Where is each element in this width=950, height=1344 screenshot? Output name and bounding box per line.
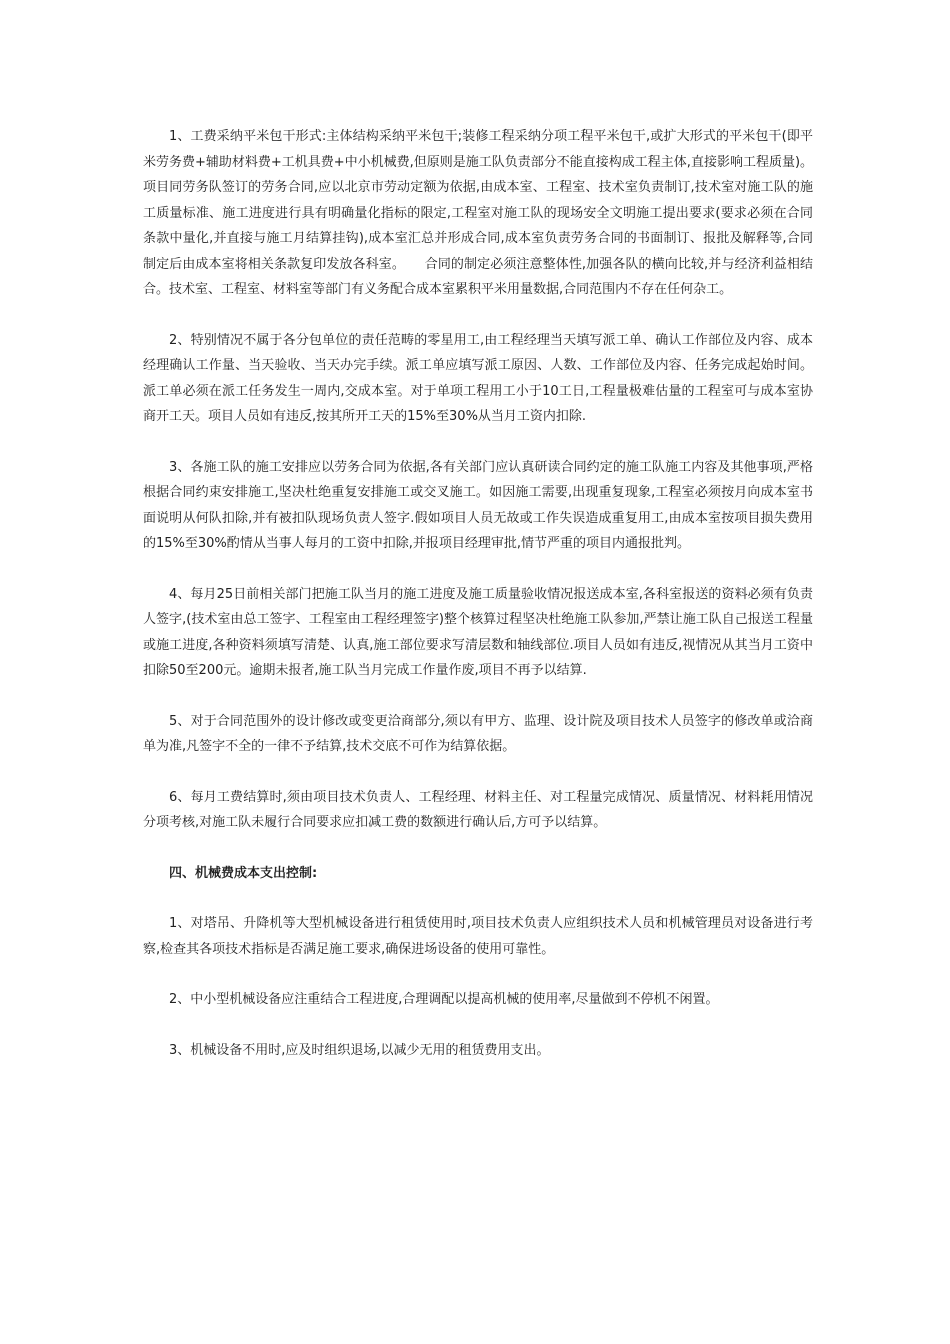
- paragraph-labor-fee-contract: 1、工费采纳平米包干形式:主体结构采纳平米包干;装修工程采纳分项工程平米包干,或扩大形式的平米包干(即平米劳务费+辅助材料费+工机具费+中小机械费,但原则是施工队负责部分不能直接构成工程主体,直接影响工程质量)。项目同劳务队签订的劳务合同,应以北京市劳动定额为依据,由成本室、工程室、技术室负责制订,技术室对施工队的施工质量标准、施工进度进行具有明确量化指标的限定,工程室对施工队的现场安全文明施工提出要求(要求必须在合同条款中量化,并直接与施工月结算挂钩),成本室汇总并形成合同,成本室负责劳务合同的书面制订、报批及解释等,合同制定后由成本室将相关条款复印发放各科室。 合同的制定必须注意整体性,加强各队的横向比较,并与经济利益相结合。技术室、工程室、材料室等部门有义务配合成本室累积平米用量数据,合同范围内不存在任何杂工。: [143, 129, 814, 297]
- document-body: [143, 124, 813, 1088]
- paragraph-small-machinery: 2、中小型机械设备应注重结合工程进度,合理调配以提高机械的使用率,尽量做到不停机不闲置。: [169, 992, 719, 1007]
- section-heading-machinery-cost: 四、机械费成本支出控制:: [169, 865, 318, 881]
- paragraph-sporadic-labor: 2、特别情况不属于各分包单位的责任范畴的零星用工,由工程经理当天填写派工单、确认工作部位及内容、成本经理确认工作量、当天验收、当天办完手续。派工单应填写派工原因、人数、工作部位及内容、任务完成起始时间。派工单必须在派工任务发生一周内,交成本室。对于单项工程用工小于10工日,工程量极难估量的工程室可与成本室协商开工天。项目人员如有违反,按其所开工天的15%至30%从当月工资内扣除.: [143, 332, 813, 424]
- paragraph-design-change: 5、对于合同范围外的设计修改或变更洽商部分,须以有甲方、监理、设计院及项目技术人员签字的修改单或洽商单为准,凡签字不全的一律不予结算,技术交底不可作为结算依据。: [143, 713, 813, 754]
- paragraph-construction-arrangement: 3、各施工队的施工安排应以劳务合同为依据,各有关部门应认真研读合同约定的施工队施工内容及其他事项,严格根据合同约束安排施工,坚决杜绝重复安排施工或交叉施工。如因施工需要,出现重复现象,工程室必须按月向成本室书面说明从何队扣除,并有被扣队现场负责人签字.假如项目人员无故或工作失误造成重复用工,由成本室按项目损失费用的15%至30%酌情从当事人每月的工资中扣除,并报项目经理审批,情节严重的项目内通报批判。: [143, 459, 813, 551]
- paragraph-monthly-settlement: 6、每月工费结算时,须由项目技术负责人、工程经理、材料主任、对工程量完成情况、质量情况、材料耗用情况分项考核,对施工队未履行合同要求应扣减工费的数额进行确认后,方可予以结算。: [143, 789, 813, 830]
- paragraph-machinery-exit: 3、机械设备不用时,应及时组织退场,以减少无用的租赁费用支出。: [169, 1042, 550, 1058]
- paragraph-monthly-report: 4、每月25日前相关部门把施工队当月的施工进度及施工质量验收情况报送成本室,各科室报送的资料必须有负责人签字,(技术室由总工签字、工程室由工程经理签字)整个核算过程坚决杜绝施工队参加,严禁让施工队自己报送工程量或施工进度,各种资料须填写清楚、认真,施工部位要求写清层数和轴线部位.项目人员如有违反,视情况从其当月工资中扣除50至200元。逾期未报者,施工队当月完成工作量作废,项目不再予以结算.: [143, 586, 813, 678]
- paragraph-large-machinery-rental: 1、对塔吊、升降机等大型机械设备进行租赁使用时,项目技术负责人应组织技术人员和机械管理员对设备进行考察,检查其各项技术指标是否满足施工要求,确保进场设备的使用可靠性。: [143, 916, 813, 957]
